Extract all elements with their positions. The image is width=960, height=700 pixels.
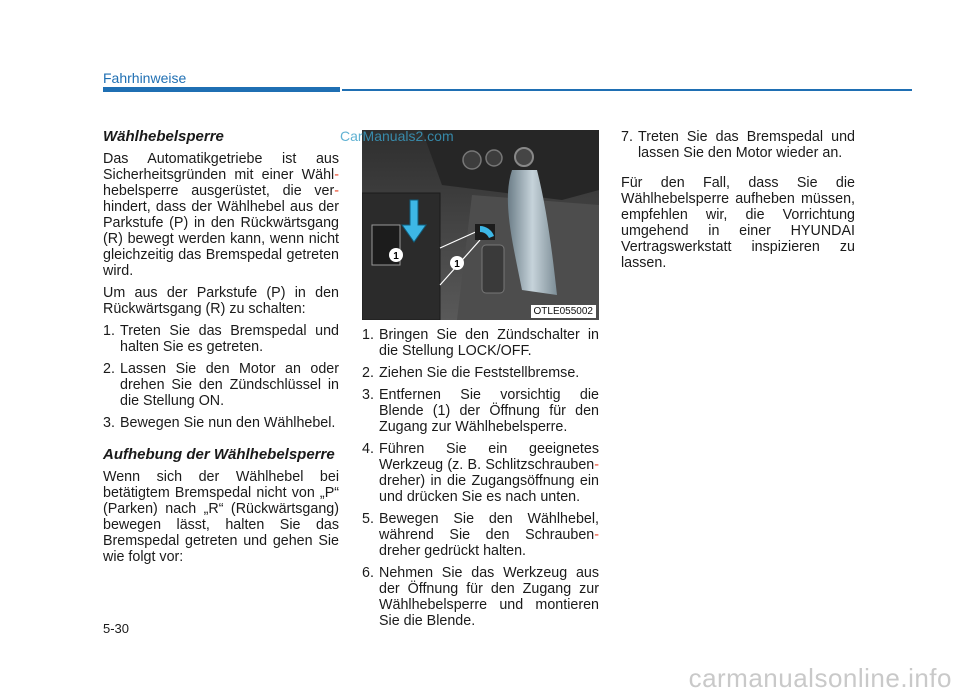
soft-hyphen: -	[594, 457, 599, 473]
list-text: Bewegen Sie nun den Wählhebel.	[120, 415, 336, 431]
list-item	[362, 441, 599, 505]
list-text	[379, 441, 599, 505]
callout-1: 1	[454, 259, 460, 270]
paragraph-intro	[103, 151, 339, 279]
list-number: 6.	[362, 565, 374, 581]
soft-hyphen: -	[334, 167, 339, 183]
list-text: Nehmen Sie das Werkzeug aus der Öffnung für den Zugang zur Wählhebelsperre und montieren Sie die Blende.	[379, 565, 599, 629]
list-item	[362, 365, 599, 381]
figure-code: OTLE055002	[531, 305, 597, 318]
gear-selector-illustration	[362, 130, 599, 320]
intro-part-a: Das Automatikgetriebe ist aus Sicherheitsgründen mit einer Wähl	[103, 151, 339, 183]
paragraph-shift: Um aus der Parkstufe (P) in den Rückwärtsgang (R) zu schalten:	[103, 285, 339, 317]
header-rule-thin	[342, 89, 912, 91]
list-number: 1.	[362, 327, 374, 343]
list-number: 2.	[103, 361, 115, 377]
list-item	[362, 327, 599, 359]
right-column	[621, 129, 855, 277]
list-text: Entfernen Sie vorsichtig die Blende (1) der Öffnung für den Zugang zur Wählhebelsperre.	[379, 387, 599, 435]
list-item	[362, 387, 599, 435]
paragraph-recommendation: Für den Fall, dass Sie die Wählhebelsperre aufheben müssen, empfehlen wir, die Vorrichtung umgehend in einer HYUNDAI Vertragswerkstatt inspizieren zu lassen.	[621, 175, 855, 271]
page-number: 5-30	[103, 621, 130, 636]
left-column	[103, 129, 339, 571]
callout-1: 1	[393, 251, 399, 262]
list-text: Bringen Sie den Zündschalter in die Stellung LOCK/OFF.	[379, 327, 599, 359]
soft-hyphen: -	[334, 183, 339, 199]
intro-part-c: hindert, dass der Wählhebel aus der Parkstufe (P) in den Rückwärtsgang (R) bewegt werden kann, wenn nicht gleichzeitig das Bremspedal getreten wird.	[103, 199, 339, 279]
soft-hyphen: -	[594, 527, 599, 543]
heading-waehlhebelsperre: Wählhebelsperre	[103, 128, 224, 145]
list-item	[362, 565, 599, 629]
list-number: 3.	[103, 415, 115, 431]
watermark-carmanuals: CarManuals2.com	[340, 128, 454, 144]
list-number: 1.	[103, 323, 115, 339]
step5-part-a: Bewegen Sie den Wählhebel, während Sie den Schrauben	[379, 511, 599, 543]
footer-watermark: carmanualsonline.info	[688, 663, 952, 693]
list-text	[379, 511, 599, 559]
list-text: Lassen Sie den Motor an oder drehen Sie den Zündschlüssel in die Stellung ON.	[120, 361, 339, 409]
step4-part-a: Führen Sie ein geeignetes Werkzeug (z. B. Schlitzschrauben	[379, 441, 599, 473]
list-number: 2.	[362, 365, 374, 381]
intro-part-b: hebelsperre ausgerüstet, die ver	[103, 183, 335, 199]
list-number: 7.	[621, 129, 633, 145]
header-rule-thick	[103, 87, 340, 92]
list-number: 5.	[362, 511, 374, 527]
list-text: Ziehen Sie die Feststellbremse.	[379, 365, 580, 381]
list-text: Treten Sie das Bremspedal und halten Sie es getreten.	[120, 323, 339, 355]
list-number: 4.	[362, 441, 374, 457]
list-item	[362, 511, 599, 559]
paragraph-release: Wenn sich der Wählhebel bei betätigtem Bremspedal nicht von „P“ (Parken) nach „R“ (Rückwärtsgang) bewegen lässt, halten Sie das Bremspedal getreten und gehen Sie wie folgt vor:	[103, 469, 339, 565]
list-number: 3.	[362, 387, 374, 403]
middle-column	[362, 327, 599, 635]
section-title: Fahrhinweise	[103, 70, 187, 86]
list-text: Treten Sie das Bremspedal und lassen Sie den Motor wieder an.	[638, 129, 855, 161]
list-item	[621, 129, 855, 161]
list-item	[103, 415, 339, 431]
step4-part-b: dreher) in die Zugangsöffnung ein und drücken Sie es nach unten.	[379, 473, 599, 505]
step5-part-b: dreher gedrückt halten.	[379, 543, 527, 559]
shift-lock-figure	[362, 130, 599, 320]
heading-aufhebung: Aufhebung der Wählhebelsperre	[103, 446, 335, 463]
list-item	[103, 323, 339, 355]
list-item	[103, 361, 339, 409]
